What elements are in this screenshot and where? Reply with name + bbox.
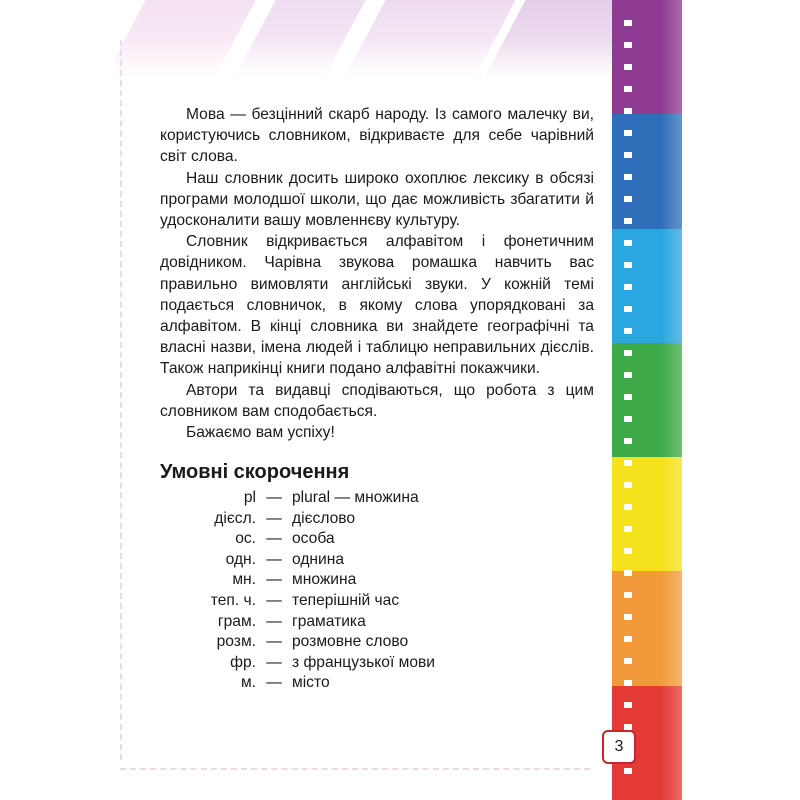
paragraph: Бажаємо вам успіху! <box>186 424 335 442</box>
dash: — <box>266 509 282 527</box>
abbreviation-row <box>160 612 460 633</box>
paragraph: Словник відкривається алфавітом і фонетичним довідником. Чарівна звукова ромашка навчить вас правильно вимовляти англійські звуки. У кожній темі подається словничок, в якому слова упорядковані за алфавітом. В кінці словника ви знайдете географічні та власні назви, імена людей і таблицю неправильних дієслів. Також наприкінці книги подано алфавітні покажчики. <box>160 233 594 378</box>
tab-band-purple <box>612 0 682 114</box>
abbreviation-row <box>160 488 460 509</box>
abbreviation-row <box>160 509 460 530</box>
dash: — <box>266 674 282 692</box>
abbreviation: теп. ч. <box>210 591 256 609</box>
intro-text <box>160 104 594 443</box>
abbreviation-row <box>160 673 460 694</box>
abbreviation: фр. <box>230 653 256 671</box>
dash: — <box>266 530 282 548</box>
tab-band-blue <box>612 114 682 228</box>
paragraph: Мова — безцінний скарб народу. Із самого малечку ви, користуючись словником, відкриваєте для себе чарівний світ слова. <box>160 106 594 166</box>
abbreviation-meaning: plural — множина <box>292 489 419 506</box>
abbreviation-row <box>160 529 460 550</box>
dash: — <box>266 550 282 568</box>
dotted-margin-left <box>120 40 122 760</box>
abbreviation-meaning: однина <box>292 550 345 568</box>
abbreviation-meaning: розмовне слово <box>292 633 409 651</box>
dotted-margin-bottom <box>120 768 590 770</box>
paragraph: Автори та видавці сподіваються, що робота з цим словником вам сподобається. <box>160 381 594 420</box>
abbreviation: м. <box>240 674 256 692</box>
abbreviation-meaning: особа <box>292 530 335 548</box>
abbreviation-row <box>160 591 460 612</box>
dash: — <box>266 489 282 506</box>
abbreviation: одн. <box>225 550 256 568</box>
abbreviation-meaning: граматика <box>292 612 366 630</box>
dash: — <box>266 633 282 651</box>
tab-band-yellow <box>612 457 682 571</box>
abbreviation: мн. <box>232 571 256 589</box>
rainbow-tabs <box>612 0 682 800</box>
tab-band-orange <box>612 571 682 685</box>
abbreviations-list <box>160 488 460 694</box>
abbreviation-row <box>160 632 460 653</box>
dash: — <box>266 653 282 671</box>
abbreviation: ос. <box>235 530 256 548</box>
header-decoration <box>115 0 635 80</box>
dash: — <box>266 612 282 630</box>
tab-band-cyan <box>612 229 682 343</box>
dash: — <box>266 571 282 589</box>
abbreviation-row <box>160 570 460 591</box>
page-number: 3 <box>602 730 636 764</box>
paragraph: Наш словник досить широко охоплює лексику в обсязі програми молодшої школи, що дає можливість збагатити й удосконалити вашу мовленнєву культуру. <box>160 169 594 230</box>
tab-band-green <box>612 343 682 457</box>
abbreviation: дієсл. <box>214 509 256 527</box>
abbreviation: розм. <box>216 633 256 651</box>
abbreviation: pl <box>243 489 256 506</box>
abbreviations-title: Умовні скорочення <box>160 461 350 483</box>
abbreviation-meaning: з французької мови <box>292 653 435 671</box>
abbreviation-row <box>160 550 460 571</box>
abbreviation-meaning: множина <box>292 571 357 589</box>
abbreviation-meaning: дієслово <box>292 509 356 527</box>
binding-holes <box>624 20 632 780</box>
abbreviation-meaning: теперішній час <box>292 591 400 609</box>
header-fade <box>115 40 635 80</box>
abbreviation: грам. <box>217 612 256 630</box>
abbreviation-meaning: місто <box>292 674 330 692</box>
abbreviation-row <box>160 653 460 674</box>
dash: — <box>266 591 282 609</box>
